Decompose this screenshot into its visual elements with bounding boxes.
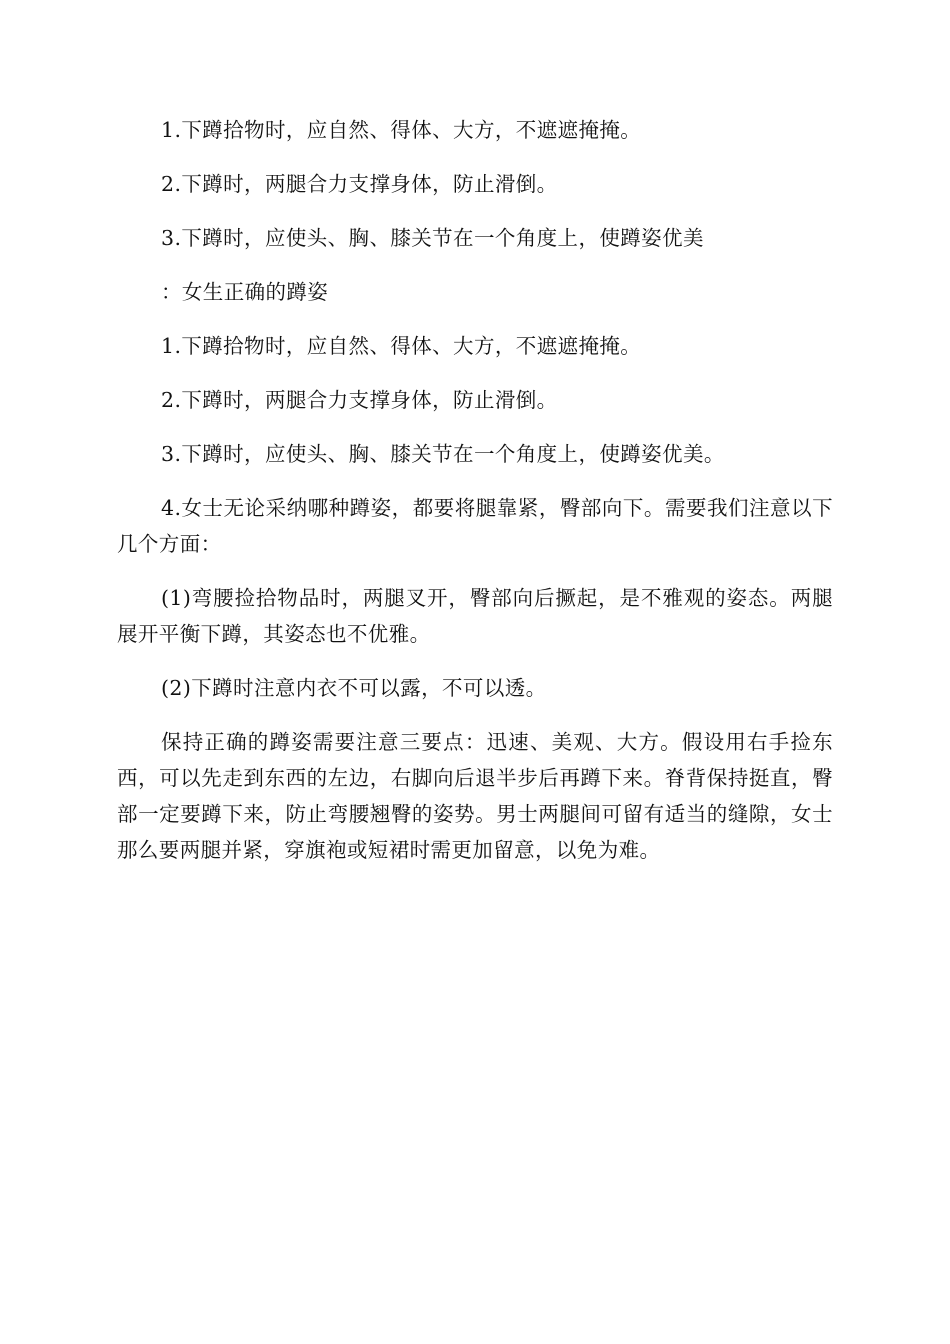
paragraph-11: 保持正确的蹲姿需要注意三要点：迅速、美观、大方。假设用右手捡东西，可以先走到东西的左边，右脚向后退半步后再蹲下来。脊背保持挺直，臀部一定要蹲下来，防止弯腰翘臀的姿势。男士两腿间可留有适当的缝隙，女士那么要两腿并紧，穿旗袍或短裙时需更加留意，以免为难。: [117, 730, 833, 862]
paragraph-2: 2.下蹲时，两腿合力支撑身体，防止滑倒。: [161, 172, 558, 196]
paragraph-8: 4.女士无论采纳哪种蹲姿，都要将腿靠紧，臀部向下。需要我们注意以下几个方面：: [117, 496, 833, 556]
paragraph-6: 2.下蹲时，两腿合力支撑身体，防止滑倒。: [161, 388, 558, 412]
document-body: [117, 112, 833, 868]
paragraph-7: 3.下蹲时，应使头、胸、膝关节在一个角度上，使蹲姿优美。: [161, 442, 725, 466]
section-heading: ：女生正确的蹲姿: [161, 280, 329, 304]
paragraph-3: 3.下蹲时，应使头、胸、膝关节在一个角度上，使蹲姿优美: [161, 226, 704, 250]
paragraph-5: 1.下蹲拾物时，应自然、得体、大方，不遮遮掩掩。: [161, 334, 642, 358]
paragraph-10: (2)下蹲时注意内衣不可以露，不可以透。: [161, 676, 547, 700]
paragraph-1: 1.下蹲拾物时，应自然、得体、大方，不遮遮掩掩。: [161, 118, 642, 142]
paragraph-9: (1)弯腰捡拾物品时，两腿叉开，臀部向后撅起，是不雅观的姿态。两腿展开平衡下蹲，其姿态也不优雅。: [117, 586, 833, 646]
